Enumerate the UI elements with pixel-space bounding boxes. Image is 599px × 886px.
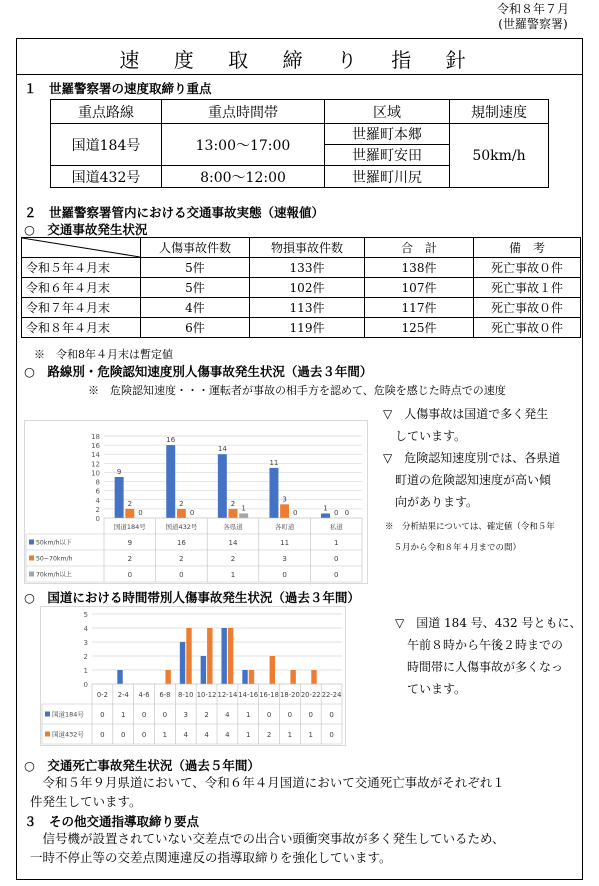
col-header: 人傷事故件数 (141, 238, 250, 258)
data-label: 0 (333, 509, 339, 517)
table-value: 2 (127, 555, 133, 563)
area-cell: 世羅町安田 (325, 145, 450, 166)
table-value: 4 (225, 711, 230, 719)
bar (311, 670, 316, 684)
x-tick-label: 8-10 (178, 691, 194, 699)
table-value: 0 (333, 555, 339, 563)
table-value: 0 (282, 571, 287, 579)
x-tick-label: 4-6 (138, 691, 150, 699)
legend-label: 50~70km/h (36, 555, 73, 563)
table-value: 0 (329, 711, 334, 719)
time-band-chart (40, 606, 346, 746)
provisional-note: ※ 令和8年４月末は暫定値 (34, 348, 173, 361)
table-value: 1 (121, 711, 126, 719)
title-divider (16, 74, 583, 75)
x-tick-label: 6-8 (159, 691, 171, 699)
data-label: 0 (138, 509, 143, 517)
injury-cell: 5件 (141, 278, 250, 298)
table-value: 11 (280, 539, 290, 547)
table-value: 0 (127, 571, 133, 579)
bar (180, 642, 185, 684)
y-tick-label: 6 (95, 487, 100, 496)
property-cell: 133件 (250, 258, 365, 278)
commentary-line: 時間帯に人傷事故が多くなっ (395, 660, 564, 674)
y-tick-label: 18 (91, 433, 100, 441)
period-cell: 令和８年４月末 (22, 318, 141, 338)
table-value: 4 (183, 731, 188, 739)
paragraph-line: 件発生しています。 (30, 794, 142, 809)
accident-status-heading: ○ 交通事故発生状況 (24, 222, 148, 237)
y-tick-label: 12 (91, 460, 100, 469)
time-cell: 8:00～12:00 (162, 166, 325, 188)
y-tick-label: 14 (91, 451, 100, 460)
table-value: 4 (225, 731, 230, 739)
y-tick-label: 4 (95, 496, 100, 505)
y-tick-label: 16 (91, 442, 100, 451)
col-header-time: 重点時間帯 (162, 100, 325, 124)
table-value: 2 (230, 555, 236, 563)
page-title: 速 度 取 締 り 指 針 (119, 48, 480, 72)
table-value: 0 (333, 571, 339, 579)
document-date (497, 2, 569, 32)
legend-label: 70km/h以上 (36, 571, 72, 579)
table-value: 9 (127, 539, 133, 547)
injury-cell: 4件 (141, 298, 250, 318)
table-value: 1 (230, 571, 236, 579)
bar (290, 670, 295, 684)
bar (218, 454, 227, 518)
fatal-accident-text (30, 773, 505, 811)
commentary-line: しています。 (383, 429, 467, 443)
y-tick-label: 5 (83, 611, 88, 619)
bar (280, 504, 289, 518)
x-tick-label: 14-16 (238, 691, 259, 699)
data-label: 0 (293, 509, 298, 517)
x-tick-label: 10-12 (196, 691, 217, 699)
table-value: 2 (179, 555, 184, 563)
bar (228, 628, 233, 684)
analysis-note-line: ５月から令和８年４月までの間） (385, 543, 522, 553)
y-tick-label: 8 (95, 478, 100, 487)
data-label: 0 (344, 509, 350, 517)
table-value: 2 (266, 731, 272, 739)
x-tick-label: 私道 (329, 523, 343, 531)
injury-cell: 6件 (141, 318, 250, 338)
data-label: 14 (217, 445, 227, 454)
table-value: 0 (179, 571, 184, 579)
bar (321, 513, 330, 518)
table-value: 4 (204, 731, 209, 739)
area-cell: 世羅町本郷 (325, 124, 450, 145)
table-value: 3 (282, 555, 287, 563)
area-cell: 世羅町川尻 (325, 166, 450, 188)
col-header-route: 重点路線 (51, 100, 162, 124)
col-header: 物損事故件数 (250, 238, 365, 258)
bar (177, 509, 186, 518)
bar (125, 509, 134, 518)
issuer-text: (世羅警察署) (498, 17, 568, 31)
legend-swatch (29, 572, 34, 577)
data-label: 0 (189, 509, 195, 517)
section3-text (30, 829, 505, 867)
table-value: 1 (287, 731, 293, 739)
bar (207, 628, 212, 684)
table-row (22, 298, 581, 318)
bar (269, 468, 278, 518)
table-value: 0 (287, 711, 293, 719)
commentary-line: 町道の危険認知速度が高い傾 (383, 473, 552, 487)
bar (165, 670, 170, 684)
commentary-line: 向があります。 (383, 495, 479, 509)
table-value: 0 (100, 711, 105, 719)
data-label: 16 (166, 436, 176, 445)
commentary-line: 午前８時から午後２時までの (395, 638, 564, 652)
y-tick-label: 2 (83, 653, 88, 661)
col-header: 合 計 (365, 238, 474, 258)
bar (115, 477, 124, 518)
paragraph-line: 信号機が設置されていない交差点での出合い頭衝突事故が多く発生しているため、 (30, 831, 505, 846)
analysis-note (385, 517, 555, 559)
data-label: 11 (269, 458, 279, 467)
commentary-line: ています。 (395, 682, 467, 696)
data-label: 3 (282, 495, 287, 504)
fatal-accident-heading: ○ 交通死亡事故発生状況（過去５年間） (24, 758, 260, 773)
bar (186, 628, 191, 684)
bar (270, 656, 275, 684)
route-speed-chart (24, 420, 368, 584)
x-tick-label: 18-20 (280, 691, 300, 699)
time-cell: 13:00～17:00 (162, 124, 325, 166)
speed-definition-note: ※ 危険認知速度・・・運転者が事故の相手方を認めて、危険を感じた時点での速度 (88, 384, 506, 397)
commentary-line: ▽ 国道 184 号、432 号ともに、 (395, 616, 582, 630)
accident-table (21, 237, 581, 338)
remark-cell: 死亡事故１件 (474, 278, 581, 298)
diagonal-line (22, 238, 140, 257)
table-value: 1 (246, 731, 251, 739)
commentary-line: ▽ 危険認知速度別では、各県道 (383, 451, 561, 465)
paragraph-line: 令和５年９月県道において、令和６年４月国道において交通死亡事故がそれぞれ１ (30, 775, 505, 790)
col-header-area: 区域 (325, 100, 450, 124)
x-tick-label: 各県道 (223, 523, 243, 531)
x-tick-label: 国道184号 (113, 523, 146, 531)
y-tick-label: 0 (95, 515, 100, 523)
y-tick-label: 4 (83, 625, 88, 633)
table-value: 1 (246, 711, 251, 719)
table-value: 14 (228, 539, 238, 547)
bar (201, 656, 206, 684)
bar (117, 670, 122, 684)
route-cell: 国道184号 (51, 124, 162, 166)
y-tick-label: 3 (83, 639, 88, 647)
total-cell: 138件 (365, 258, 474, 278)
time-chart-heading: ○ 国道における時間帯別人傷事故発生状況（過去３年間） (24, 590, 360, 605)
table-row (22, 318, 581, 338)
property-cell: 102件 (250, 278, 365, 298)
total-cell: 117件 (365, 298, 474, 318)
x-tick-label: 国道432号 (165, 523, 198, 531)
x-tick-label: 22-24 (321, 691, 342, 699)
commentary-line: ▽ 人傷事故は国道で多く発生 (383, 407, 549, 421)
route-chart-commentary (383, 403, 560, 513)
section3-heading: ３ その他交通指導取締り要点 (24, 814, 200, 829)
legend-swatch (29, 556, 34, 561)
table-value: 1 (333, 539, 339, 547)
y-tick-label: 0 (83, 681, 88, 689)
route-chart-heading: ○ 路線別・危険認知速度別人傷事故発生状況（過去３年間） (24, 364, 373, 379)
table-row (22, 258, 581, 278)
section1-heading: １ 世羅警察署の速度取締り重点 (24, 81, 212, 96)
table-row (22, 278, 581, 298)
speed-cell: 50km/h (450, 124, 549, 188)
x-tick-label: 12-14 (217, 691, 238, 699)
remark-cell: 死亡事故０件 (474, 258, 581, 278)
remark-cell: 死亡事故０件 (474, 318, 581, 338)
data-label: 1 (323, 504, 328, 513)
paragraph-line: 一時不停止等の交差点関連違反の指導取締りを強化しています。 (30, 850, 392, 865)
table-value: 0 (141, 731, 147, 739)
enforcement-table (50, 99, 549, 188)
table-value: 0 (100, 731, 105, 739)
col-header-speed: 規制速度 (450, 100, 549, 124)
legend-swatch (45, 732, 50, 737)
table-value: 0 (266, 711, 272, 719)
x-tick-label: 0-2 (96, 691, 108, 699)
time-chart-commentary (395, 612, 581, 700)
table-value: 0 (121, 731, 126, 739)
x-tick-label: 16-18 (259, 691, 279, 699)
bar (229, 509, 238, 518)
legend-swatch (45, 712, 50, 717)
period-cell: 令和５年４月末 (22, 258, 141, 278)
x-tick-label: 20-22 (300, 691, 321, 699)
property-cell: 113件 (250, 298, 365, 318)
period-cell: 令和６年４月末 (22, 278, 141, 298)
y-tick-label: 10 (91, 469, 100, 478)
total-cell: 107件 (365, 278, 474, 298)
data-label: 9 (116, 468, 122, 476)
legend-label: 50km/h以下 (36, 539, 72, 547)
property-cell: 119件 (250, 318, 365, 338)
bar (166, 445, 175, 518)
x-tick-label: 各町道 (274, 523, 295, 531)
bar (242, 670, 247, 684)
section2-heading: ２ 世羅警察署管内における交通事故実態（速報値） (24, 205, 325, 220)
table-value: 0 (162, 711, 168, 719)
period-cell: 令和７年４月末 (22, 298, 141, 318)
x-tick-label: 2-4 (117, 691, 129, 699)
bar (239, 513, 248, 518)
table-value: 1 (162, 731, 168, 739)
total-cell: 125件 (365, 318, 474, 338)
table-value: 16 (176, 539, 186, 547)
bar (221, 628, 226, 684)
data-label: 2 (127, 499, 133, 508)
route-cell: 国道432号 (51, 166, 162, 188)
legend-swatch (29, 540, 34, 545)
analysis-note-line: ※ 分析結果については、確定値（令和５年 (385, 522, 555, 532)
table-value: 0 (329, 731, 334, 739)
remark-cell: 死亡事故０件 (474, 298, 581, 318)
table-value: 0 (308, 711, 313, 719)
data-label: 1 (241, 504, 246, 513)
diagonal-header-cell (22, 238, 141, 258)
table-value: 0 (141, 711, 147, 719)
col-header: 備 考 (474, 238, 581, 258)
table-value: 2 (204, 711, 209, 719)
data-label: 2 (179, 499, 184, 508)
legend-label: 国道432号 (52, 730, 84, 739)
data-label: 2 (230, 499, 236, 508)
y-tick-label: 2 (95, 505, 100, 514)
date-text: 令和８年７月 (496, 2, 569, 16)
legend-label: 国道184号 (52, 710, 84, 719)
table-value: 3 (183, 711, 188, 719)
table-value: 1 (308, 731, 313, 739)
injury-cell: 5件 (141, 258, 250, 278)
y-tick-label: 1 (83, 667, 88, 675)
bar (249, 670, 254, 684)
